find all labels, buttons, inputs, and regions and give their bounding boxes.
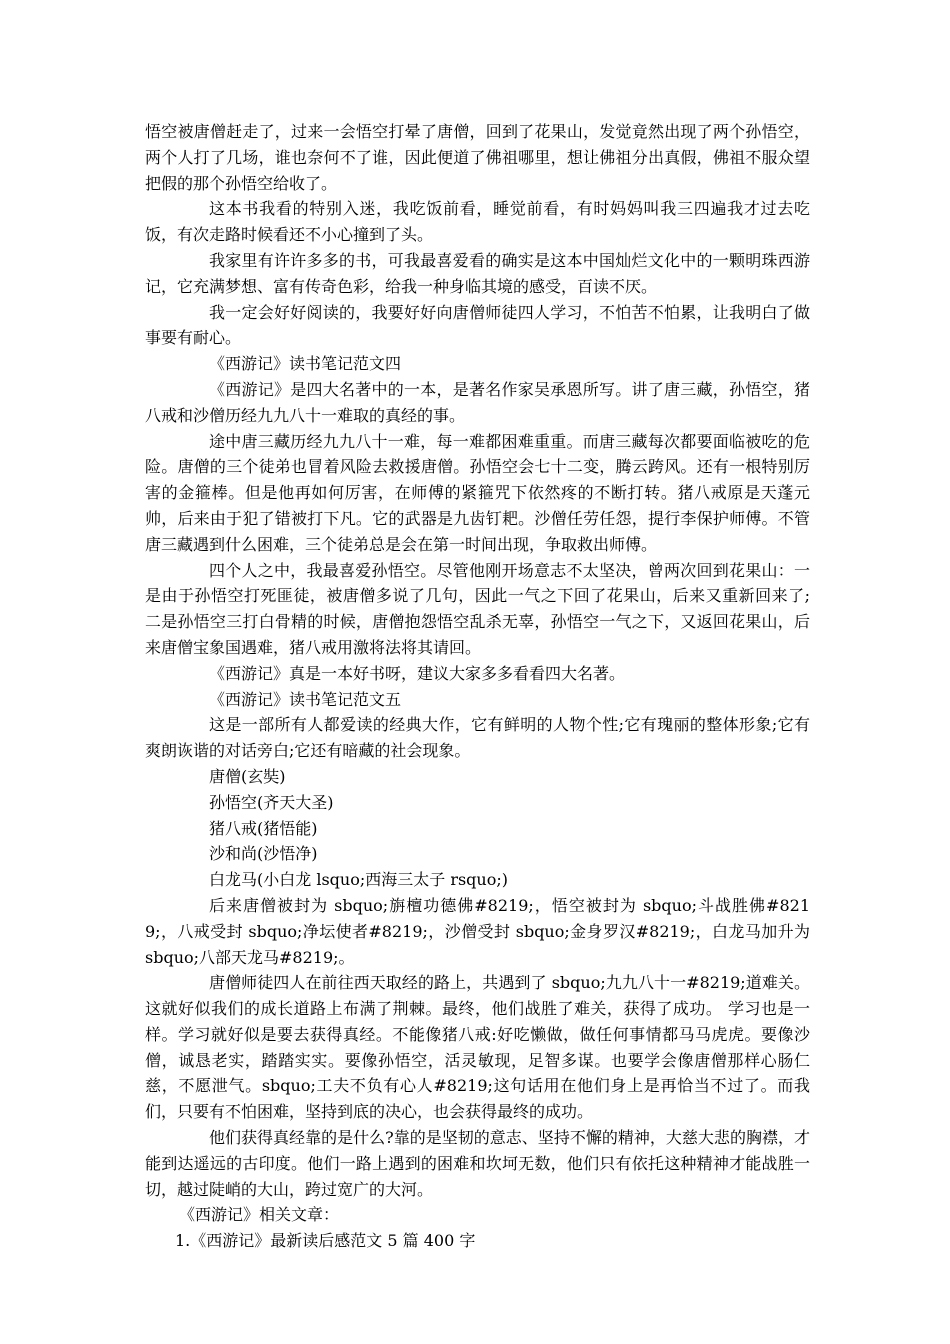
paragraph: 四个人之中，我最喜爱孙悟空。尽管他刚开场意志不太坚决，曾两次回到花果山：一是由于孙悟空打死匪徒，被唐僧多说了几句，因此一气之下回了花果山，后来又重新回来了; 二是孙悟空三打白骨精的时候，唐僧抱怨悟空乱杀无辜，孙悟空一气之下，又返回花果山，后来唐僧宝象国遇难，猪八戒用激将法将其请回。 (145, 560, 810, 657)
paragraph: 悟空被唐僧赶走了，过来一会悟空打晕了唐僧，回到了花果山，发觉竟然出现了两个孙悟空，两个人打了几场，谁也奈何不了谁，因此便道了佛祖哪里，想让佛祖分出真假，佛祖不服众望把假的那个孙悟空给收了。 (145, 122, 810, 193)
paragraph: 《西游记》是四大名著中的一本，是著名作家吴承恩所写。讲了唐三藏，孙悟空，猪八戒和沙僧历经九九八十一难取的真经的事。 (145, 379, 810, 425)
document-page (145, 119, 810, 1254)
related-heading: 《西游记》相关文章： (179, 1205, 340, 1225)
character-line: 白龙马(小白龙 lsquo;西海三太子 rsquo;) (209, 870, 508, 890)
paragraph: 我一定会好好阅读的，我要好好向唐僧师徒四人学习，不怕苦不怕累，让我明白了做事要有耐心。 (145, 302, 810, 348)
paragraph: 这是一部所有人都爱读的经典大作，它有鲜明的人物个性;它有瑰丽的整体形象;它有爽朗诙谐的对话旁白;它还有暗藏的社会现象。 (145, 715, 810, 761)
character-line: 孙悟空(齐天大圣) (209, 792, 334, 812)
related-link[interactable]: 1.《西游记》最新读后感范文 5 篇 400 字 (175, 1231, 476, 1251)
character-line: 唐僧(玄奘) (209, 766, 286, 786)
paragraph: 这本书我看的特别入迷，我吃饭前看，睡觉前看，有时妈妈叫我三四遍我才过去吃饭，有次走路时候看还不小心撞到了头。 (145, 199, 810, 245)
paragraph: 唐僧师徒四人在前往西天取经的路上，共遇到了 sbquo;九九八十一#8219;道难关。这就好似我们的成长道路上布满了荆棘。最终，他们战胜了难关，获得了成功。 学习也是一样。学习就好似是要去获得真经。不能像猪八戒:好吃懒做，做任何事情都马马虎虎。要像沙僧，诚恳老实，踏踏实实。要像孙悟空，活灵敏现，足智多谋。也要学会像唐僧那样心肠仁慈，不愿泄气。sbquo;工夫不负有心人#8219;这句话用在他们身上是再恰当不过了。而我们，只要有不怕困难，坚持到底的决心，也会获得最终的成功。 (145, 973, 810, 1122)
paragraph: 后来唐僧被封为 sbquo;旃檀功德佛#8219;，悟空被封为 sbquo;斗战胜佛#8219;，八戒受封 sbquo;净坛使者#8219;，沙僧受封 sbquo;金身罗汉#8219;，白龙马加升为 sbquo;八部天龙马#8219;。 (145, 895, 810, 967)
paragraph: 《西游记》真是一本好书呀，建议大家多多看看四大名著。 (209, 663, 626, 683)
paragraph: 途中唐三藏历经九九八十一难，每一难都困难重重。而唐三藏每次都要面临被吃的危险。唐僧的三个徒弟也冒着风险去救援唐僧。孙悟空会七十二变，腾云跨风。还有一根特别厉害的金箍棒。但是他再如何厉害，在师傅的紧箍咒下依然疼的不断打转。猪八戒原是天蓬元帅，后来由于犯了错被打下凡。它的武器是九齿钉耙。沙僧任劳任怨，提行李保护师傅。不管唐三藏遇到什么困难，三个徒弟总是会在第一时间出现，争取救出师傅。 (145, 431, 810, 554)
character-line: 沙和尚(沙悟净) (209, 844, 318, 864)
paragraph: 他们获得真经靠的是什么?靠的是坚韧的意志、坚持不懈的精神，大慈大悲的胸襟，才能到达遥远的古印度。他们一路上遇到的困难和坎坷无数，他们只有依托这种精神才能战胜一切，越过陡峭的大山，跨过宽广的大河。 (145, 1128, 810, 1199)
section-heading: 《西游记》读书笔记范文五 (209, 689, 402, 709)
paragraph: 我家里有许许多多的书，可我最喜爱看的确实是这本中国灿烂文化中的一颗明珠西游记，它充满梦想、富有传奇色彩，给我一种身临其境的感受，百读不厌。 (145, 250, 810, 296)
section-heading: 《西游记》读书笔记范文四 (209, 354, 402, 374)
character-line: 猪八戒(猪悟能) (209, 818, 318, 838)
